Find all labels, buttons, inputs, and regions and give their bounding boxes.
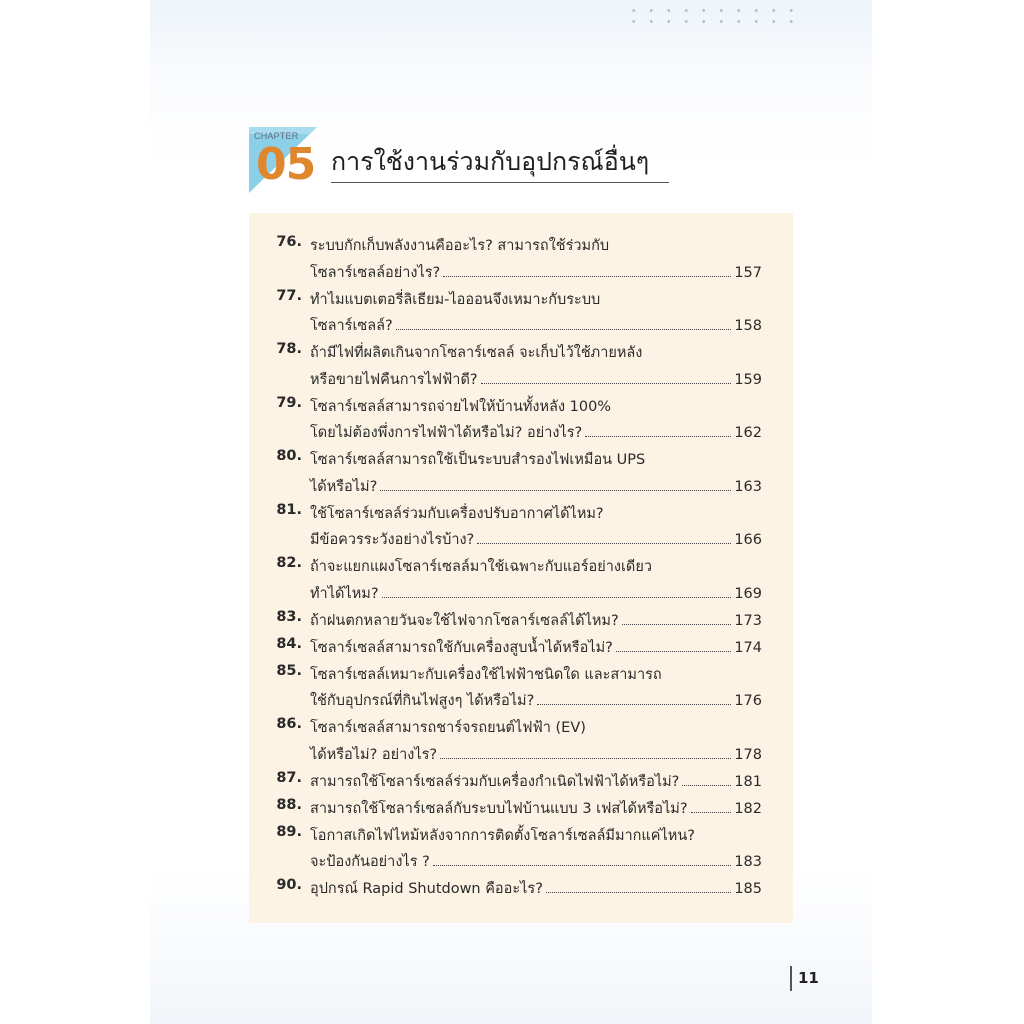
- toc-entry-title-line: ใช้กับอุปกรณ์ที่กินไฟสูงๆ ได้หรือไม่?: [310, 693, 535, 709]
- toc-entry-number: 87.: [276, 769, 302, 786]
- dot-leader: [682, 785, 731, 786]
- toc-entry-title-line: หรือขายไฟคืนการไฟฟ้าดี?: [310, 371, 478, 388]
- page-number: 11: [798, 969, 819, 987]
- toc-entry[interactable]: [270, 234, 762, 287]
- toc-entry-page: 183: [734, 854, 762, 870]
- toc-entry-number: 77.: [276, 287, 302, 304]
- toc-entry-page: 163: [734, 478, 762, 495]
- toc-entry-page: 174: [734, 639, 762, 656]
- toc-entry-page: 169: [734, 585, 762, 602]
- toc-entry-page: 158: [734, 318, 762, 334]
- toc-entry-title-line: ทำได้ไหม?: [310, 585, 379, 602]
- toc-entry-number: 82.: [276, 555, 302, 571]
- toc-entry-page: 157: [734, 264, 762, 281]
- toc-entry-title-line: จะป้องกันอย่างไร ?: [310, 854, 430, 870]
- toc-entry-page: 176: [734, 693, 762, 709]
- toc-entry-page: 181: [734, 773, 762, 790]
- toc-entry-number: 83.: [276, 608, 302, 625]
- dot-leader: [433, 865, 732, 866]
- toc-entry-title-line: โซลาร์เซลล์สามารถใช้กับเครื่องสูบน้ำได้หรือไม่?: [310, 639, 613, 656]
- dot-leader: [396, 329, 732, 330]
- toc-entry-title-line: ได้หรือไม่?: [310, 478, 378, 495]
- toc-entry-page: 178: [734, 746, 762, 763]
- dot-leader: [622, 624, 732, 625]
- toc-entry-page: 159: [734, 371, 762, 388]
- dot-leader: [443, 276, 731, 277]
- toc-entry[interactable]: [270, 609, 762, 636]
- footer-divider: [790, 966, 792, 991]
- toc-entry[interactable]: [270, 395, 762, 448]
- decorative-dot-grid: [625, 5, 800, 27]
- toc-entry-page: 182: [734, 800, 762, 817]
- toc-entry-number: 76.: [276, 234, 302, 250]
- dot-leader: [537, 704, 731, 705]
- toc-entry-page: 185: [734, 881, 762, 897]
- dot-leader: [691, 812, 732, 813]
- toc-entry-title-line: ถ้าจะแยกแผงโซลาร์เซลล์มาใช้เฉพาะกับแอร์อย่างเดียว: [310, 559, 652, 575]
- toc-entry-number: 90.: [276, 877, 302, 893]
- toc-entry-number: 80.: [276, 448, 302, 464]
- toc-entry-title-line: ระบบกักเก็บพลังงานคืออะไร? สามารถใช้ร่วมกับ: [310, 238, 610, 254]
- toc-entry-number: 81.: [276, 501, 302, 518]
- toc-entry[interactable]: [270, 636, 762, 663]
- dot-leader: [477, 543, 731, 544]
- toc-entry-title-line: ได้หรือไม่? อย่างไร?: [310, 746, 438, 763]
- toc-entry-title-line: ถ้ามีไฟที่ผลิตเกินจากโซลาร์เซลล์ จะเก็บไว้ใช้ภายหลัง: [310, 345, 643, 361]
- dot-leader: [382, 597, 732, 598]
- title-underline: [331, 182, 669, 183]
- dot-leader: [440, 758, 731, 759]
- toc-entry-title-line: โซลาร์เซลล์อย่างไร?: [310, 264, 441, 281]
- toc-entry-number: 86.: [276, 716, 302, 732]
- toc-entry-title-line: ถ้าฝนตกหลายวันจะใช้ไฟจากโซลาร์เซลล์ได้ไหม?: [310, 612, 619, 629]
- toc-entry-title-line: โซลาร์เซลล์สามารถใช้เป็นระบบสำรองไฟเหมือน UPS: [310, 452, 646, 468]
- toc-entry-page: 162: [734, 425, 762, 441]
- toc-entry-title-line: โซลาร์เซลล์?: [310, 318, 393, 334]
- dot-leader: [380, 490, 731, 491]
- toc-entry-page: 173: [734, 612, 762, 629]
- toc-entry[interactable]: [270, 502, 762, 555]
- chapter-title: การใช้งานร่วมกับอุปกรณ์อื่นๆ: [331, 147, 650, 176]
- toc-entry-title-line: อุปกรณ์ Rapid Shutdown คืออะไร?: [310, 881, 543, 897]
- chapter-label: CHAPTER: [254, 131, 299, 141]
- toc-entry-title-line: มีข้อควรระวังอย่างไรบ้าง?: [310, 532, 475, 548]
- toc-entry-title-line: ใช้โซลาร์เซลล์ร่วมกับเครื่องปรับอากาศได้ไหม?: [310, 505, 604, 522]
- toc-entry-number: 84.: [276, 635, 302, 652]
- toc-entry[interactable]: [270, 824, 762, 877]
- toc-entry-title-line: สามารถใช้โซลาร์เซลล์ร่วมกับเครื่องกำเนิดไฟฟ้าได้หรือไม่?: [310, 773, 680, 790]
- toc-entry-title-line: สามารถใช้โซลาร์เซลล์กับระบบไฟบ้านแบบ 3 เฟสได้หรือไม่?: [310, 800, 688, 817]
- chapter-number: 05: [256, 139, 316, 190]
- toc-entry-number: 85.: [276, 662, 302, 679]
- dot-leader: [585, 436, 731, 437]
- toc-entry[interactable]: [270, 716, 762, 769]
- toc-entry-title-line: ทำไมแบตเตอรี่ลิเธียม-ไอออนจึงเหมาะกับระบบ: [310, 291, 601, 308]
- toc-entry-page: 166: [734, 532, 762, 548]
- toc-entry[interactable]: [270, 663, 762, 716]
- toc-entry-number: 89.: [276, 823, 302, 840]
- dot-leader: [616, 651, 731, 652]
- toc-entry-title-line: โซลาร์เซลล์สามารถชาร์จรถยนต์ไฟฟ้า (EV): [310, 720, 586, 736]
- toc-entry-number: 79.: [276, 394, 302, 411]
- toc-entry[interactable]: [270, 555, 762, 608]
- toc-entry-title-line: โซลาร์เซลล์เหมาะกับเครื่องใช้ไฟฟ้าชนิดใด และสามารถ: [310, 666, 662, 683]
- toc-entry-title-line: โซลาร์เซลล์สามารถจ่ายไฟให้บ้านทั้งหลัง 100%: [310, 398, 612, 415]
- toc-entry[interactable]: [270, 770, 762, 797]
- toc-entry-title-line: โดยไม่ต้องพึ่งการไฟฟ้าได้หรือไม่? อย่างไร?: [310, 425, 583, 441]
- toc-entry[interactable]: [270, 341, 762, 394]
- toc-entry-number: 78.: [276, 341, 302, 357]
- dot-leader: [546, 892, 731, 893]
- toc-entry-title-line: โอกาสเกิดไฟไหม้หลังจากการติดตั้งโซลาร์เซลล์มีมากแค่ไหน?: [310, 827, 695, 844]
- toc-entry-number: 88.: [276, 796, 302, 813]
- dot-leader: [481, 383, 732, 384]
- toc-entry[interactable]: [270, 288, 762, 341]
- toc-entry[interactable]: [270, 448, 762, 501]
- toc-entry[interactable]: [270, 877, 762, 904]
- toc-entry[interactable]: [270, 797, 762, 824]
